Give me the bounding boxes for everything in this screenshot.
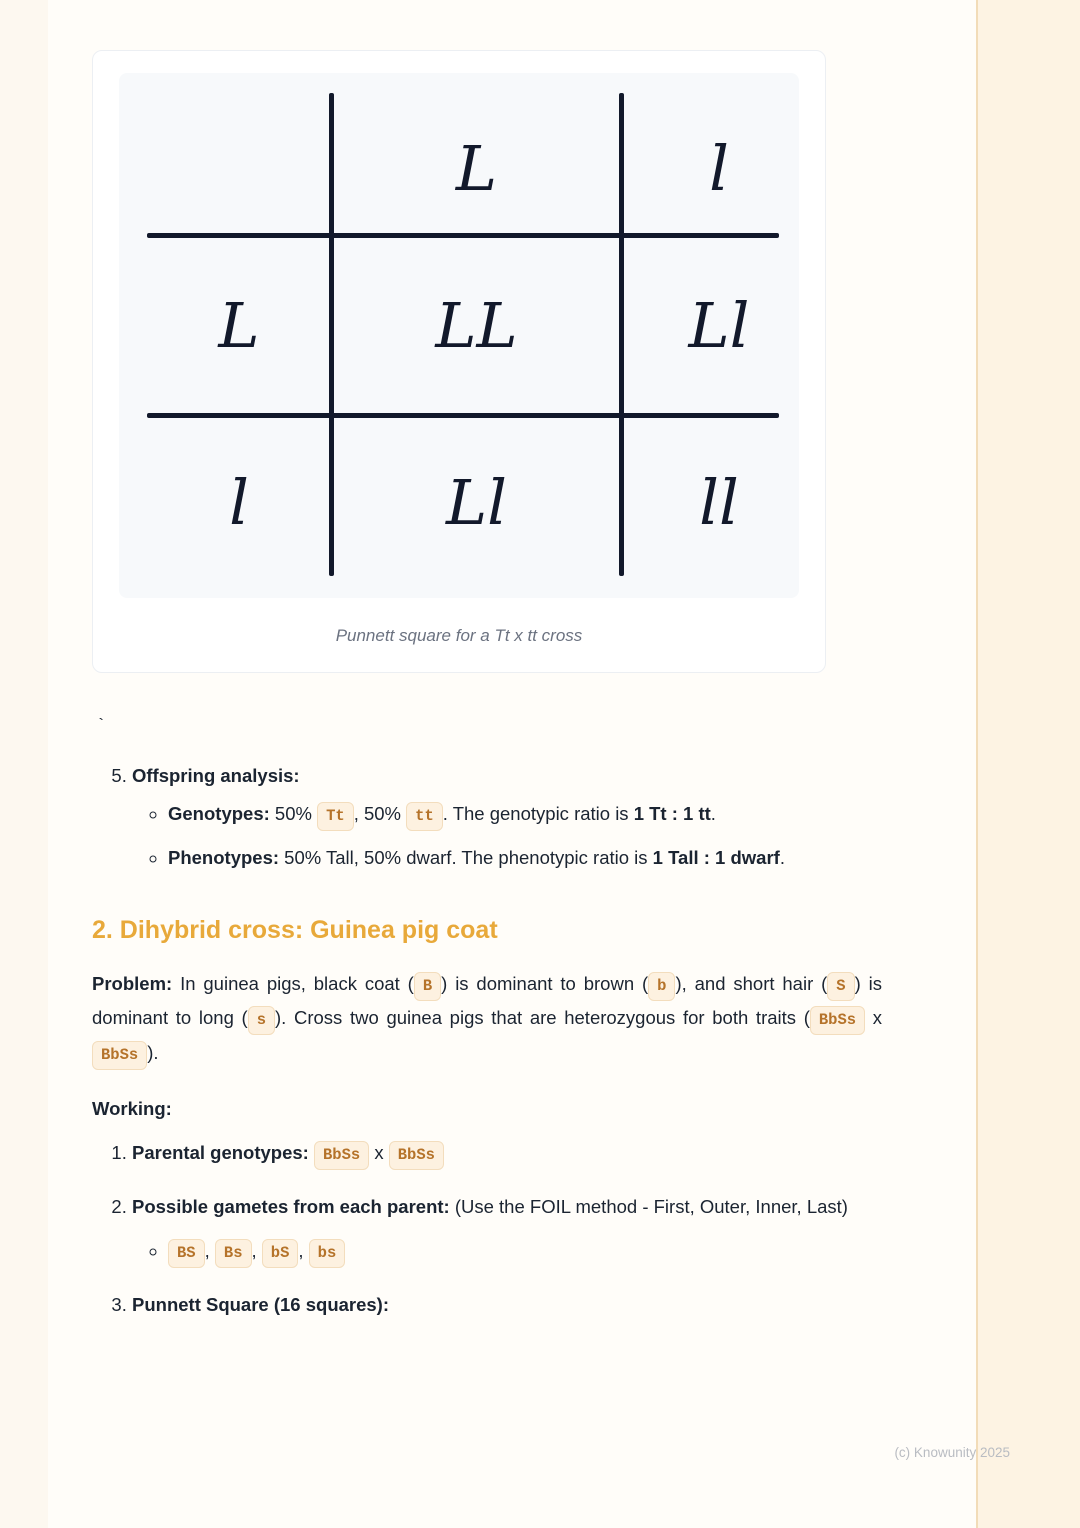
problem-cross-x: x xyxy=(872,1007,883,1029)
punnett-cell-1-1: LL xyxy=(435,288,518,362)
code-s: s xyxy=(248,1006,275,1035)
parental-cross-x: x xyxy=(374,1141,384,1163)
punnett-square-16-label: Punnett Square (16 squares): xyxy=(132,1294,390,1316)
gamete-list xyxy=(132,1236,882,1268)
phenotypic-ratio: 1 Tall : 1 dwarf xyxy=(652,846,780,868)
problem-text-3: ), and short hair ( xyxy=(675,973,828,995)
punnett-cell-1-2: Ll xyxy=(688,288,750,362)
code-tt: tt xyxy=(406,802,443,831)
punnett-square-canvas xyxy=(119,73,799,598)
punnett-col-header-1: L xyxy=(455,132,498,205)
document-page xyxy=(48,0,976,1528)
genotypes-label: Genotypes: xyxy=(168,802,270,824)
code-BbSs-parent-2: BbSs xyxy=(92,1041,147,1070)
list-item-genotypes xyxy=(168,799,882,831)
punnett-cell-2-1: Ll xyxy=(445,466,507,539)
section-heading-dihybrid: 2. Dihybrid cross: Guinea pig coat xyxy=(92,916,498,945)
punnett-grid xyxy=(129,83,789,588)
phenotypes-end: . xyxy=(779,846,785,868)
punnett-cell-2-2: ll xyxy=(699,466,739,539)
genotypes-end: . xyxy=(710,802,716,824)
problem-text-1: In guinea pigs, black coat ( xyxy=(180,973,414,995)
code-parent-2: BbSs xyxy=(389,1141,444,1170)
list-item-punnett-square-16 xyxy=(132,1290,882,1321)
list-item-possible-gametes xyxy=(132,1192,882,1268)
page-side-divider xyxy=(976,0,978,1528)
code-parent-1: BbSs xyxy=(314,1141,369,1170)
watermark: (c) Knowunity 2025 xyxy=(894,1445,1010,1460)
code-b: b xyxy=(648,972,675,1001)
code-gamete-bS: bS xyxy=(262,1239,299,1268)
figure-caption: Punnett square for a Tt x tt cross xyxy=(335,626,583,645)
offspring-analysis-title: Offspring analysis: xyxy=(132,765,300,786)
offspring-sub-list xyxy=(132,799,882,873)
grid-hline-2 xyxy=(147,413,779,418)
punnett-row-header-2: l xyxy=(229,466,249,539)
grid-hline-1 xyxy=(147,233,779,238)
code-gamete-Bs: Bs xyxy=(215,1239,252,1268)
genotypes-pre: 50% xyxy=(274,802,312,824)
code-BbSs-parent-1: BbSs xyxy=(810,1006,865,1035)
possible-gametes-label: Possible gametes from each parent: xyxy=(132,1195,450,1217)
code-Tt: Tt xyxy=(317,802,354,831)
working-label: Working: xyxy=(92,1097,172,1119)
stray-backtick: ` xyxy=(96,717,107,736)
list-item-phenotypes xyxy=(168,843,882,873)
page-side-strip xyxy=(976,0,1080,1528)
code-gamete-bs: bs xyxy=(309,1239,346,1268)
code-S: S xyxy=(827,972,854,1001)
problem-text-6: ). xyxy=(147,1041,159,1063)
code-gamete-BS: BS xyxy=(168,1239,205,1268)
problem-text-4: ) is dominant to long ( xyxy=(92,973,883,1029)
punnett-col-header-2: l xyxy=(709,132,729,205)
list-item-gametes: ◦ BS , Bs , bS , bs xyxy=(168,1236,882,1268)
document-content xyxy=(92,0,882,1343)
punnett-row-header-1: L xyxy=(218,288,260,362)
problem-text-5: ). Cross two guinea pigs that are heterozygous for both traits ( xyxy=(275,1007,810,1029)
punnett-square-figure xyxy=(92,50,826,673)
list-item-parental-genotypes xyxy=(132,1138,882,1170)
problem-paragraph xyxy=(92,967,882,1070)
offspring-analysis-list xyxy=(92,762,882,872)
genotypes-mid: , 50% xyxy=(353,802,402,824)
list-item-offspring-analysis xyxy=(132,762,882,872)
problem-label: Problem: xyxy=(92,973,173,995)
genotypes-post: . The genotypic ratio is xyxy=(442,802,629,824)
phenotypes-text: 50% Tall, 50% dwarf. The phenotypic ratio is xyxy=(284,846,648,868)
foil-method-note: (Use the FOIL method - First, Outer, Inner, Last) xyxy=(454,1195,848,1217)
phenotypes-label: Phenotypes: xyxy=(168,846,280,868)
problem-text-2: ) is dominant to brown ( xyxy=(441,973,649,995)
working-steps-list xyxy=(92,1138,882,1321)
code-B: B xyxy=(414,972,441,1001)
genotypic-ratio: 1 Tt : 1 tt xyxy=(633,802,711,824)
parental-genotypes-label: Parental genotypes: xyxy=(132,1141,309,1163)
